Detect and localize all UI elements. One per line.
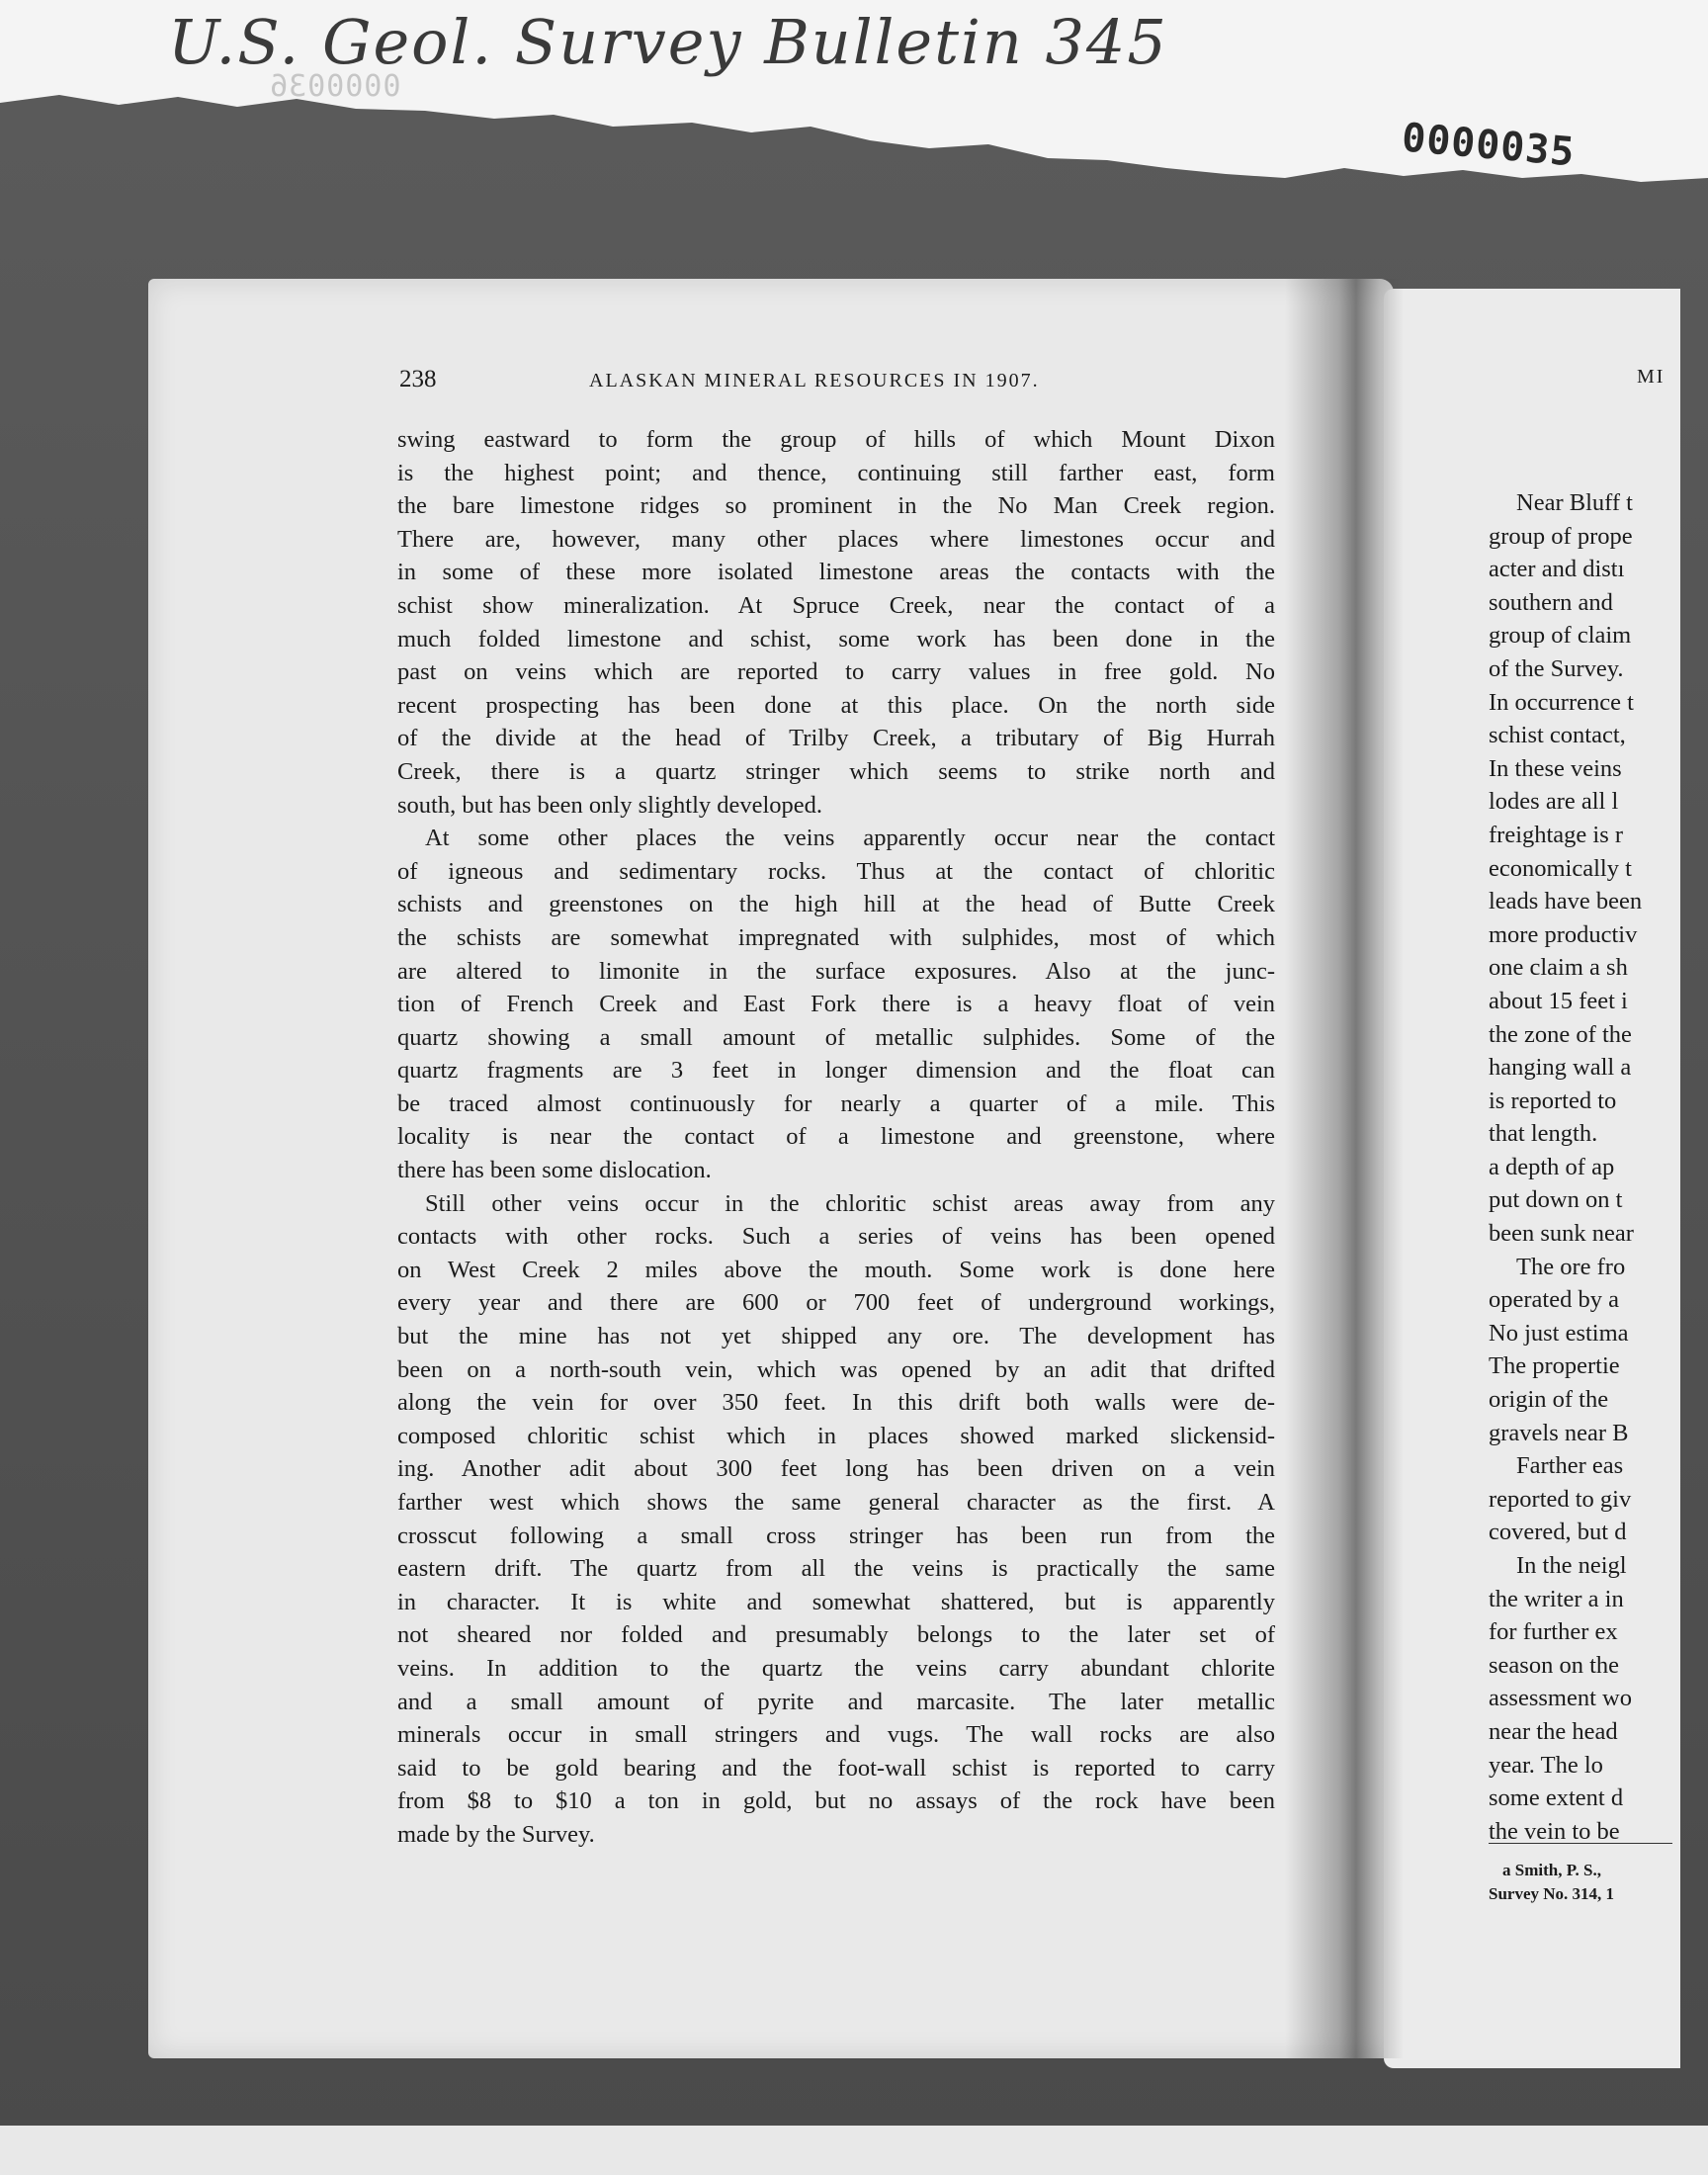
text-line: schists and greenstones on the high hill at the head of Butte Creek xyxy=(397,891,1275,918)
text-line: swing eastward to form the group of hills of which Mount Dixon xyxy=(397,426,1275,453)
text-line: of the divide at the head of Trilby Creek, a tributary of Big Hurrah xyxy=(397,725,1275,752)
right-text-line: Farther eas xyxy=(1516,1452,1624,1480)
text-line: in character. It is white and somewhat shattered, but is apparently xyxy=(397,1588,1275,1615)
body-text xyxy=(397,423,1275,1852)
running-head: ALASKAN MINERAL RESOURCES IN 1907. xyxy=(589,370,1040,392)
text-line: quartz showing a small amount of metallic sulphides. Some of the xyxy=(397,1023,1275,1051)
text-line: crosscut following a small cross stringer has been run from the xyxy=(397,1522,1275,1549)
right-text-line: assessment wo xyxy=(1489,1685,1632,1712)
text-line: been on a north-south vein, which was opened by an adit that drifted xyxy=(397,1355,1275,1383)
text-line: from $8 to $10 a ton in gold, but no assays of the rock have been xyxy=(397,1787,1275,1815)
text-line: At some other places the veins apparently occur near the contact xyxy=(425,825,1275,852)
footnote-rule xyxy=(1489,1843,1672,1844)
right-text-line: covered, but d xyxy=(1489,1519,1627,1546)
right-text-line: been sunk near xyxy=(1489,1220,1634,1248)
right-text-line: for further ex xyxy=(1489,1618,1618,1646)
page-number: 238 xyxy=(399,366,437,392)
text-line: much folded limestone and schist, some work has been done in the xyxy=(397,625,1275,652)
mirrored-stamp: 0000036 xyxy=(269,69,401,104)
right-text-line: season on the xyxy=(1489,1651,1619,1679)
page-header xyxy=(399,366,1309,405)
right-text-line: group of prope xyxy=(1489,522,1633,550)
right-text-line: more productiv xyxy=(1489,920,1638,948)
right-text-line: hanging wall a xyxy=(1489,1054,1632,1082)
right-text-line: near the head xyxy=(1489,1717,1618,1745)
text-line: contacts with other rocks. Such a series of veins has been opened xyxy=(397,1223,1275,1251)
text-line: Creek, there is a quartz stringer which seems to strike north and xyxy=(397,757,1275,785)
footnote-line: a Smith, P. S., xyxy=(1502,1861,1601,1879)
text-line: made by the Survey. xyxy=(397,1820,595,1848)
stamp-number: 0000035 xyxy=(1400,115,1578,176)
right-page-content xyxy=(1384,289,1672,2068)
text-line: is the highest point; and thence, continuing still farther east, form xyxy=(397,459,1275,486)
right-text-line: In these veins xyxy=(1489,754,1622,782)
right-text-line: the zone of the xyxy=(1489,1020,1632,1048)
text-line: of igneous and sedimentary rocks. Thus at the contact of chloritic xyxy=(397,857,1275,885)
right-text-line: freightage is r xyxy=(1489,821,1624,848)
right-text-line: In the neigl xyxy=(1516,1552,1627,1579)
text-line: the schists are somewhat impregnated with sulphides, most of which xyxy=(397,923,1275,951)
text-line: minerals occur in small stringers and vugs. The wall rocks are also xyxy=(397,1721,1275,1749)
right-text-line: gravels near B xyxy=(1489,1419,1629,1446)
text-line: tion of French Creek and East Fork there is a heavy float of vein xyxy=(397,991,1275,1018)
right-text-line: reported to giv xyxy=(1489,1485,1632,1513)
right-text-line: economically t xyxy=(1489,854,1632,882)
text-line: are altered to limonite in the surface exposures. Also at the junc- xyxy=(397,957,1275,985)
text-line: veins. In addition to the quartz the veins carry abundant chlorite xyxy=(397,1654,1275,1682)
text-line: said to be gold bearing and the foot-wall schist is reported to carry xyxy=(397,1754,1275,1782)
text-line: farther west which shows the same general character as the first. A xyxy=(397,1489,1275,1516)
right-text-line: about 15 feet i xyxy=(1489,987,1628,1014)
right-text-line: leads have been xyxy=(1489,888,1643,915)
text-line: not sheared nor folded and presumably belongs to the later set of xyxy=(397,1621,1275,1649)
text-line: be traced almost continuously for nearly a quarter of a mile. This xyxy=(397,1089,1275,1117)
right-text-line: No just estima xyxy=(1489,1319,1629,1347)
text-line: eastern drift. The quartz from all the veins is practically the same xyxy=(397,1555,1275,1583)
right-text-line: schist contact, xyxy=(1489,722,1626,749)
right-text-line: operated by a xyxy=(1489,1286,1619,1314)
text-line: in some of these more isolated limestone areas the contacts with the xyxy=(397,559,1275,586)
right-footnote xyxy=(1489,1859,1672,1906)
right-text-line: is reported to xyxy=(1489,1087,1617,1114)
text-line: There are, however, many other places where limestones occur and xyxy=(397,525,1275,553)
text-line: locality is near the contact of a limestone and greenstone, where xyxy=(397,1123,1275,1151)
text-line: on West Creek 2 miles above the mouth. Some work is done here xyxy=(397,1256,1275,1283)
right-page-lines xyxy=(1489,486,1672,1848)
footnote-line: Survey No. 314, 1 xyxy=(1489,1884,1615,1903)
paragraph xyxy=(397,822,1275,1187)
right-text-line: origin of the xyxy=(1489,1386,1609,1414)
right-text-line: some extent d xyxy=(1489,1784,1624,1812)
text-line: ing. Another adit about 300 feet long has been driven on a vein xyxy=(397,1455,1275,1483)
text-line: past on veins which are reported to carry values in free gold. No xyxy=(397,658,1275,686)
right-text-line: In occurrence t xyxy=(1489,688,1634,716)
right-text-line: of the Survey. xyxy=(1489,654,1624,682)
text-line: composed chloritic schist which in places showed marked slickensid- xyxy=(397,1422,1275,1449)
right-text-line: that length. xyxy=(1489,1120,1598,1148)
text-line: quartz fragments are 3 feet in longer dimension and the float can xyxy=(397,1057,1275,1085)
text-line: every year and there are 600 or 700 feet of underground workings, xyxy=(397,1289,1275,1317)
handwritten-label: U.S. Geol. Survey Bulletin 345 xyxy=(168,6,1168,78)
text-line: Still other veins occur in the chloritic schist areas away from any xyxy=(425,1189,1275,1217)
right-text-line: put down on t xyxy=(1489,1186,1623,1214)
text-line: but the mine has not yet shipped any ore. The development has xyxy=(397,1323,1275,1350)
right-text-line: year. The lo xyxy=(1489,1751,1603,1779)
right-text-line: a depth of ap xyxy=(1489,1153,1615,1180)
paragraph xyxy=(397,423,1275,822)
right-text-line: one claim a sh xyxy=(1489,954,1628,982)
right-text-line: the writer a in xyxy=(1489,1585,1624,1612)
right-text-line: the vein to be xyxy=(1489,1817,1620,1845)
right-text-line: group of claim xyxy=(1489,622,1632,650)
text-line: along the vein for over 350 feet. In this drift both walls were de- xyxy=(397,1389,1275,1417)
right-running-head: MI xyxy=(1637,366,1665,388)
right-text-line: Near Bluff t xyxy=(1516,489,1633,516)
right-text-line: lodes are all l xyxy=(1489,788,1619,816)
text-line: south, but has been only slightly developed. xyxy=(397,791,823,819)
right-text-line: The propertie xyxy=(1489,1352,1620,1380)
text-line: there has been some dislocation. xyxy=(397,1157,712,1184)
text-line: and a small amount of pyrite and marcasite. The later metallic xyxy=(397,1688,1275,1715)
right-text-line: The ore fro xyxy=(1516,1253,1626,1280)
paragraph xyxy=(397,1187,1275,1852)
right-text-line: southern and xyxy=(1489,588,1613,616)
text-line: the bare limestone ridges so prominent in the No Man Creek region. xyxy=(397,492,1275,520)
text-line: recent prospecting has been done at this place. On the north side xyxy=(397,691,1275,719)
text-line: schist show mineralization. At Spruce Creek, near the contact of a xyxy=(397,591,1275,619)
right-text-line: acter and distı xyxy=(1489,556,1625,583)
